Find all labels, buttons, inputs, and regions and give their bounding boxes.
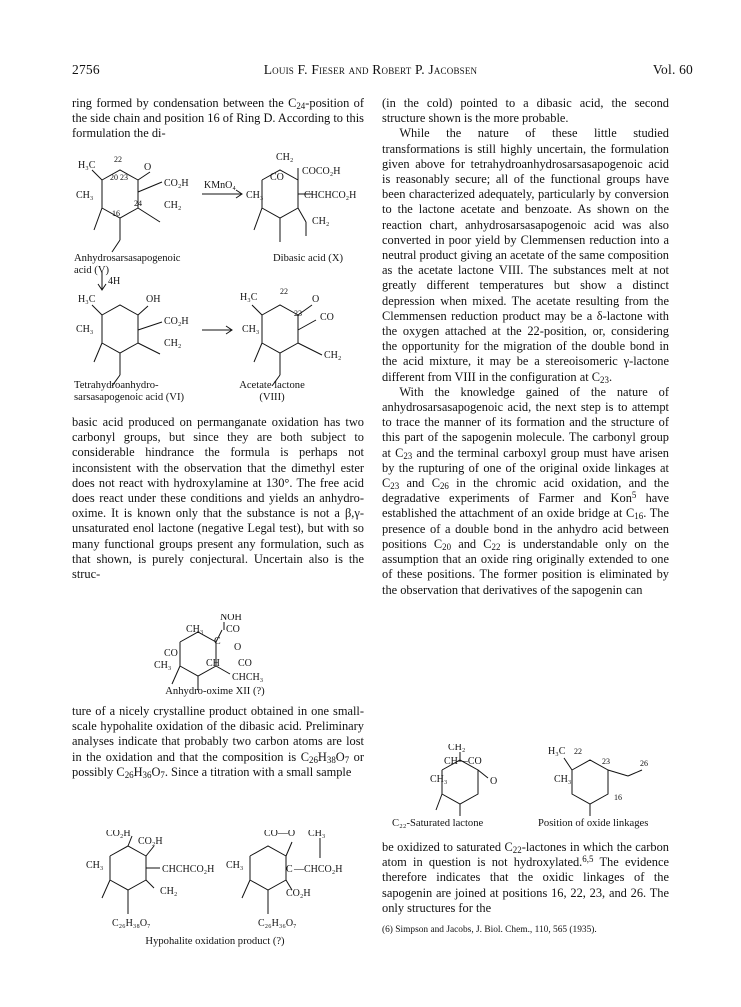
h-left-co2h-b: CO₂H [138,836,163,847]
h-left-chhco2h: CHCHCO₂H [162,864,215,875]
h-right-formula: C₂₆H₃₆O₇ [258,918,297,929]
hypohalite-structures [80,830,370,930]
viii-o: O [312,294,320,305]
oxime-co2: CO [164,648,178,659]
vi-ch3: CH₃ [76,324,94,335]
h-right-co2h: CO₂H [286,888,311,899]
right-text-4: be oxidized to saturated $C_{22}$-lactones in which the carbon atom in question is not hydroxylated.$^{6,5}$ The evidence therefore indicates that the oxidic linkages of the sapogenin are joined at positions 16, 22, 23, and 26. The only structures for the [382,840,669,915]
s2-right-26: 26 [640,759,648,768]
viii-ch3: CH₃ [242,324,260,335]
right-text-1: (in the cold) pointed to a dibasic acid, the second structure shown is the more probable. [382,96,669,126]
page-number: 2756 [72,62,100,77]
oxime-noh: NOH [220,614,242,623]
label-c22-lactone: C₂₂-Saturated lactone [392,818,484,829]
v-16: 16 [112,209,120,218]
vi-ch2: CH₂ [164,338,182,349]
h-right-coo: CO—O [264,830,296,839]
label-oxide-positions: Position of oxide linkages [538,818,649,829]
label-viii: Acetate lactone (VIII) [239,380,305,403]
x-coco2h: COCO₂H [302,166,341,177]
viii-ch2: CH₂ [324,350,342,361]
v-o: O [144,162,152,173]
s2-right-22: 22 [574,747,582,756]
v-ch3: CH₃ [76,190,94,201]
label-vi: Tetrahydroanhydro-sarsasapogenoic acid (VI) [74,380,185,403]
s2-left-ch2: CH₂ [448,744,466,753]
structure-vi [92,305,162,386]
s2-left-chco: CH—CO [444,756,482,767]
right-column-upper [382,96,669,598]
running-title: Louis F. Fieser and Robert P. Jacobsen [263,62,478,77]
h-right-c: C [286,864,293,875]
vi-h3c: H₃C [78,294,96,305]
left-paragraph-2 [72,415,364,582]
oxime-ch: CH [206,658,220,669]
s2-right-23: 23 [602,757,610,766]
oxime-co3: CO [238,658,252,669]
viii-23: 23 [294,309,302,318]
viii-co: CO [320,312,334,323]
left-text-3: ture of a nicely crystalline product obtained in one small-scale hypohalite oxidation of the dibasic acid. Preliminary analyses indicate that probably two carbon atoms are lost in the oxidation and that the composition is $C_{26}H_{38}O_7$ or possibly $C_{26}H_{36}O_7$. Since a titration with a small sample [72,704,364,781]
oxime-o: O [234,642,242,653]
right-text-3: With the knowledge gained of the nature of anhydrosarsasapogenoic acid, the next step is to attempt to trace the manner of its formation and the structure of this part of the sapogenin molecule. The carbonyl group at $C_{23}$ and the terminal carboxyl group must have arisen by the rupturing of one of the original oxide linkages at $C_{23}$ and $C_{26}$ in the chromic acid oxidation, and the degradative experiments of Farmer and Kon$^5$ have established the attachment of an oxide bridge at $C_{16}$. The presence of a double bond in the anhydro acid between positions $C_{20}$ and $C_{22}$ is understandable only on the assumption that an oxide ring originally extended to one of these positions. The former position is eliminated by the observation that derivatives of the sapogenin can [382,384,669,597]
label-hypohalite: Hypohalite oxidation product (?) [145,936,285,947]
left-text-2: basic acid produced on permanganate oxidation has two carbonyl groups, but since they are both subject to considerable hindrance the formula is perhaps not inconsistent with the observation that the dimethyl ester does not react with hydroxylamine at 130°. The free acid does react under these conditions and yields an anhydro-oxime. It is known only that the substance is not a β,γ-unsaturated enol lactone (negative Legal test), but with so many functional groups present any formulation, such as that shown, is purely conjectural. Uncertain also is the struc- [72,415,364,582]
viii-22: 22 [280,287,288,296]
h-right-ch3: CH₃ [226,860,244,871]
x-chhco2h: CHCHCO₂H [304,190,357,201]
reaction-scheme-1 [72,150,372,408]
4h-label: 4H [108,276,121,287]
label-x: Dibasic acid (X) [272,253,343,264]
oxime-ch3: CH₃ [186,624,204,635]
oxime-chch3: CHCH₃ [232,672,264,683]
oxime-structure [150,614,320,692]
h-left-ch3: CH₃ [86,860,104,871]
right-text-2: While the nature of these little studied transformations is still highly uncertain, the formulation given above for tetrahydroanhydrosarsasapogenoic acid is reasonably secure; all of the functional groups have been characterized adequately, particularly by conversion to the lactone acetate and benzoate. As shown on the reaction chart, anhydrosarsasapogenoic acid was also converted in poor yield by Clemmensen reduction into a neutral product giving an acetate of the same composition as the acetate lactone VIII. The substances melt at not greatly different temperatures but show a distinct depression when mixed. The acetate resulting from the Clemmensen reduction product may be a δ-lactone with the oxygen attached at the 22-position, or, considering the opportunity for the migration of the double bond in the acid mixture, it may be a stereoisomeric γ-lactone different from VIII in the configuration at $C_{23}$. [382,126,669,385]
x-co: CO [270,172,284,183]
kmno4-label: KMnO₄ [204,180,236,191]
x-ch3: CH₃ [246,190,264,201]
left-paragraph-3 [72,704,364,780]
s2-left-o: O [490,776,498,787]
x-ch2top: CH₂ [276,152,294,163]
vi-co2h: CO₂H [164,316,189,327]
right-column-lower [382,840,669,916]
s2-right-ch3: CH₃ [554,774,572,785]
volume-label: Vol. 60 [652,62,693,77]
s2-right-16: 16 [614,793,622,802]
v-24: 24 [134,199,142,208]
v-2023: 20 23 [110,173,128,182]
left-paragraph-1 [72,96,364,142]
h-left-formula: C₂₆H₃₈O₇ [112,918,151,929]
lactone-oxide-scheme [392,744,692,818]
footnote: (6) Simpson and Jacobs, J. Biol. Chem., 110, 565 (1935). [382,925,597,935]
v-h3c: H₃C [78,160,96,171]
structure-viii [252,305,322,386]
h-right-ch3top: CH₃ [308,830,326,839]
vi-oh: OH [146,294,161,305]
label-oxime: Anhydro-oxime XII (?) [165,686,265,697]
x-ch2bot: CH₂ [312,216,330,227]
h-left-co2h-a: CO₂H [106,830,131,839]
structure-v [92,170,162,252]
s2-left-ch3: CH₃ [430,774,448,785]
h-left-ch2: CH₂ [160,886,178,897]
v-ch2: CH₂ [164,200,182,211]
label-v: Anhydrosarsasapogenoic acid (V) [74,253,181,276]
oxime-co1: CO [226,624,240,635]
v-co2h: CO₂H [164,178,189,189]
left-text-1: ring formed by condensation between the $C_{24}$-position of the side chain and position 16 of Ring D. According to this formulation the di- [72,96,364,141]
h-right-chco2h: —CHCO₂H [294,864,343,875]
s2-right-h3c: H₃C [548,746,566,757]
v-22: 22 [114,155,122,164]
oxime-ch3b: CH₃ [154,660,172,671]
viii-h3c: H₃C [240,292,258,303]
oxime-c: C [214,636,221,647]
